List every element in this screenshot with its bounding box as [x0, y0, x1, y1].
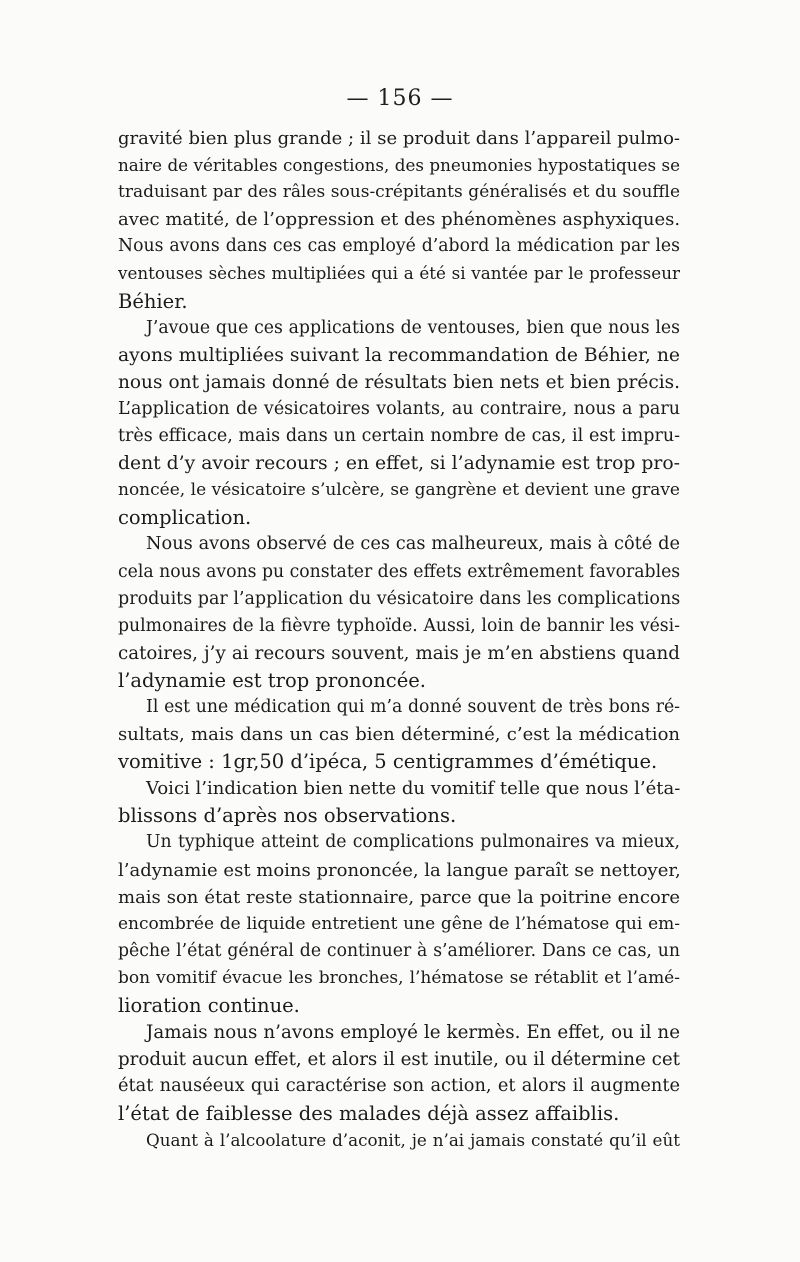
page-number: — 156 — [346, 86, 454, 111]
text-line: L’application de vésicatoires volants, au contraire, nous a paru [118, 398, 680, 419]
text-line: complication. [118, 506, 252, 530]
text-line: nous ont jamais donné de résultats bien nets et bien précis. [118, 371, 680, 393]
text-line: l’adynamie est moins prononcée, la langue paraît se nettoyer, [118, 859, 681, 881]
body-text [118, 125, 680, 1155]
text-line: dent d’y avoir recours ; en effet, si l’adynamie est trop pro- [118, 453, 680, 475]
text-line: Béhier. [118, 289, 188, 313]
text-line: Il est une médication qui m’a donné souvent de très bons ré- [146, 696, 680, 717]
text-line: catoires, j’y ai recours souvent, mais je m’en abstiens quand [118, 642, 680, 664]
text-line: très efficace, mais dans un certain nombre de cas, il est impru- [118, 426, 680, 447]
text-line: l’adynamie est trop prononcée. [118, 668, 426, 692]
text-line: l’état de faiblesse des malades déjà assez affaiblis. [118, 1102, 620, 1126]
text-line: vomitive : 1gr,50 d’ipéca, 5 centigrammes d’émétique. [118, 750, 658, 774]
text-line: Quant à l’alcoolature d’aconit, je n’ai jamais constaté qu’il eût [146, 1130, 680, 1151]
text-line: noncée, le vésicatoire s’ulcère, se gangrène et devient une grave [118, 480, 680, 501]
text-line: Nous avons dans ces cas employé d’abord la médication par les [118, 236, 680, 257]
text-line: ventouses sèches multipliées qui a été si vantée par le professeur [118, 263, 680, 284]
text-line: Voici l’indication bien nette du vomitif telle que nous l’éta- [146, 778, 681, 800]
text-line: bon vomitif évacue les bronches, l’hématose se rétablit et l’amé- [118, 967, 680, 988]
text-line: produit aucun effet, et alors il est inutile, ou il détermine cet [118, 1049, 680, 1071]
text-line: Nous avons observé de ces cas malheureux, mais à côté de [146, 534, 680, 555]
text-line: lioration continue. [118, 994, 300, 1017]
text-line: encombrée de liquide entretient une gêne de l’hématose qui em- [118, 913, 680, 934]
text-line: ayons multipliées suivant la recommandation de Béhier, ne [118, 344, 680, 366]
text-line: mais son état reste stationnaire, parce que la poitrine encore [118, 886, 680, 908]
text-line: traduisant par des râles sous-crépitants généralisés et du souffle [118, 182, 680, 203]
text-line: gravité bien plus grande ; il se produit dans l’appareil pulmo- [118, 128, 680, 149]
text-line: J’avoue que ces applications de ventouses, bien que nous les [146, 317, 680, 338]
text-line: produits par l’application du vésicatoire dans les complications [118, 588, 681, 609]
text-line: pêche l’état général de continuer à s’améliorer. Dans ce cas, un [118, 940, 680, 961]
text-line: état nauséeux qui caractérise son action, et alors il augmente [118, 1076, 680, 1097]
text-line: pulmonaires de la fièvre typhoïde. Aussi, loin de bannir les vési- [118, 615, 680, 636]
text-line: Un typhique atteint de complications pulmonaires va mieux, [146, 832, 680, 853]
text-line: blissons d’après nos observations. [118, 804, 457, 828]
text-line: avec matité, de l’oppression et des phénomènes asphyxiques. [118, 209, 681, 231]
text-line: sultats, mais dans un cas bien déterminé, c’est la médication [118, 724, 680, 746]
text-line: naire de véritables congestions, des pneumonies hypostatiques se [118, 155, 680, 176]
text-line: Jamais nous n’avons employé le kermès. En effet, ou il ne [146, 1022, 680, 1044]
text-line: cela nous avons pu constater des effets extrêmement favorables [118, 561, 681, 582]
